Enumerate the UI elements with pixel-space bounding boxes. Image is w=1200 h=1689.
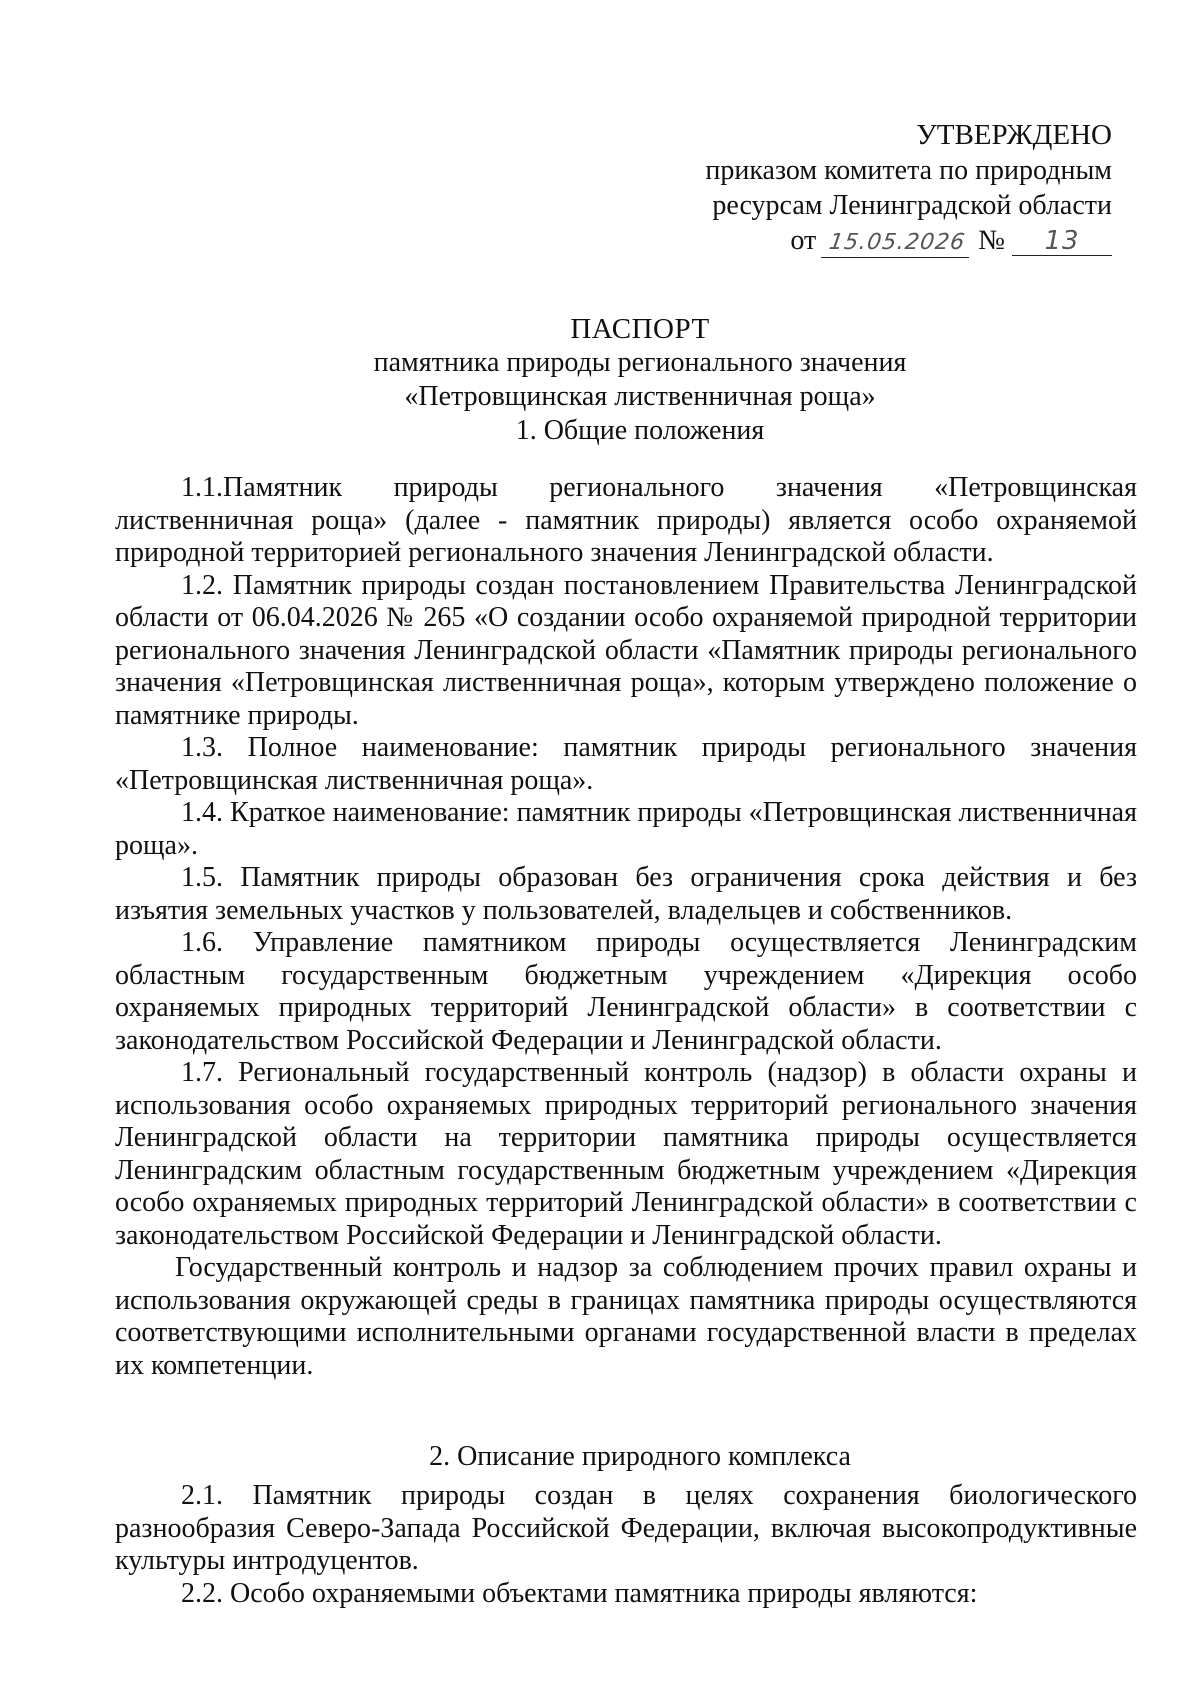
document-type-title: ПАСПОРТ: [570, 313, 710, 345]
handwritten-date: 15.05.2026: [821, 229, 973, 258]
approval-heading: УТВЕРЖДЕНО: [916, 119, 1112, 151]
approval-line-2: ресурсам Ленинградской области: [712, 190, 1112, 221]
paragraph-state-control: Государственный контроль и надзор за соблюдением прочих правил охраны и использования окружающей среды в границах памятника природы осуществляются соответствующими исполнительными органами государственной власти в пределах их компетенции.: [115, 1252, 1137, 1381]
handwritten-number: 13: [1012, 227, 1112, 256]
paragraph-1-7: 1.7. Региональный государственный контроль (надзор) в области охраны и использования особо охраняемых природных территорий регионального значения Ленинградской области на территории памятника природы осуществляется Ленинградским областным государственным бюджетным учреждением «Дирекция особо охраняемых природных территорий Ленинградской области» в соответствии с законодательством Российской Федерации и Ленинградской области.: [115, 1057, 1137, 1251]
number-label: №: [978, 225, 1005, 256]
approval-stamp-block: [705, 118, 1112, 258]
paragraph-1-6: 1.6. Управление памятником природы осуществляется Ленинградским областным государственным бюджетным учреждением «Дирекция особо охраняемых природных территорий Ленинградской области» в соответствии с законодательством Российской Федерации и Ленинградской области.: [115, 927, 1137, 1056]
paragraph-1-2: 1.2. Памятник природы создан постановлением Правительства Ленинградской области от 06.04.2026 № 265 «О создании особо охраняемой природной территории регионального значения Ленинградской области «Памятник природы регионального значения «Петровщинская лиственничная роща», которым утверждено положение о памятнике природы.: [115, 569, 1137, 731]
paragraph-1-4: 1.4. Краткое наименование: памятник природы «Петровщинская лиственничная роща».: [115, 797, 1137, 861]
document-title-block: [0, 312, 1200, 414]
approval-line-1: приказом комитета по природным: [705, 155, 1112, 186]
document-subtitle: памятника природы регионального значения: [373, 347, 907, 378]
section-2-heading: 2. Описание природного комплекса: [429, 1441, 851, 1472]
section-2-body: [115, 1480, 1137, 1610]
from-label: от: [790, 225, 817, 256]
paragraph-2-2: 2.2. Особо охраняемыми объектами памятника природы являются:: [181, 1577, 978, 1609]
monument-name: «Петровщинская лиственничная роща»: [404, 381, 876, 412]
paragraph-2-1: 2.1. Памятник природы создан в целях сохранения биологического разнообразия Северо-Запада Российской Федерации, включая высокопродуктивные культуры интродуцентов.: [115, 1480, 1137, 1576]
approval-order-line: [790, 223, 1112, 258]
paragraph-1-1: 1.1.Памятник природы регионального значения «Петровщинская лиственничная роща» (далее - памятник природы) является особо охраняемой природной территорией регионального значения Ленинградской области.: [115, 472, 1137, 568]
paragraph-1-3: 1.3. Полное наименование: памятник природы регионального значения «Петровщинская лиственничная роща».: [115, 732, 1137, 796]
section-1-heading: 1. Общие положения: [515, 415, 765, 446]
section-1-body: [115, 472, 1137, 1382]
paragraph-1-5: 1.5. Памятник природы образован без ограничения срока действия и без изъятия земельных участков у пользователей, владельцев и собственников.: [115, 862, 1137, 926]
